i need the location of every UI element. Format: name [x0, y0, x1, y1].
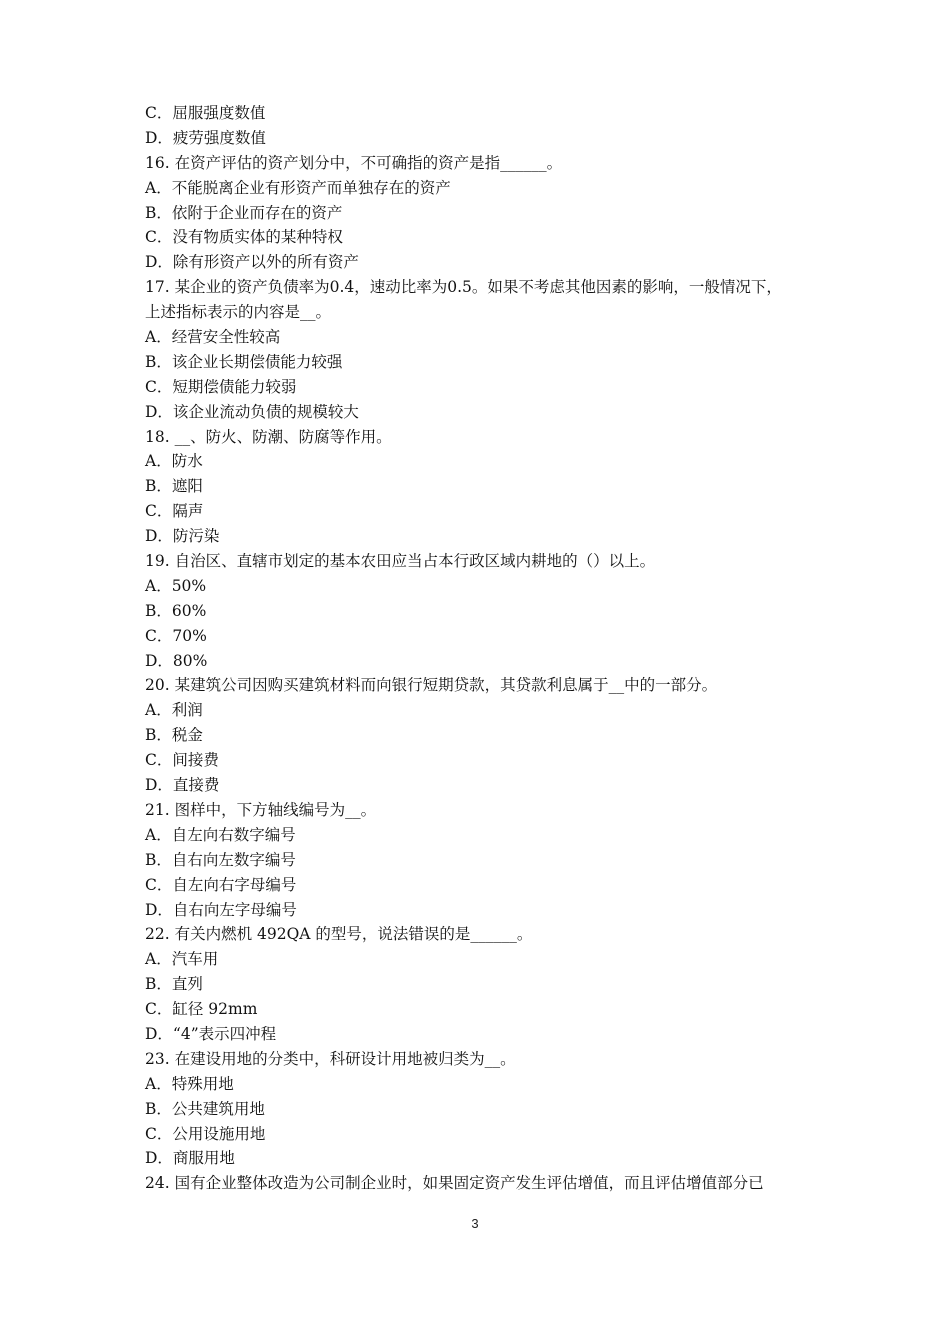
text-line: 上述指标表示的内容是__。	[145, 303, 332, 322]
text-line: A．利润	[145, 701, 203, 720]
text-line: C．缸径 92mm	[145, 1000, 258, 1019]
document-body	[145, 101, 825, 1196]
text-line: 17. 某企业的资产负债率为0.4，速动比率为0.5。如果不考虑其他因素的影响，一般情况下，	[145, 278, 782, 297]
text-line: A．自左向右数字编号	[145, 825, 296, 844]
text-line: B．该企业长期偿债能力较强	[145, 352, 343, 371]
text-line: D．除有形资产以外的所有资产	[145, 253, 359, 272]
page-number: 3	[471, 1216, 479, 1231]
text-line: D．直接费	[145, 776, 220, 795]
text-line: A．经营安全性较高	[145, 328, 281, 347]
text-line: A．50%	[145, 576, 207, 595]
text-line: C．公用设施用地	[145, 1124, 266, 1143]
text-line: A．汽车用	[145, 950, 219, 969]
text-line: A．不能脱离企业有形资产而单独存在的资产	[145, 178, 451, 197]
text-line: D．该企业流动负债的规模较大	[145, 402, 359, 421]
text-line: 19. 自治区、直辖市划定的基本农田应当占本行政区域内耕地的（）以上。	[145, 552, 656, 571]
text-line: B．自右向左数字编号	[145, 850, 296, 869]
text-line: A．防水	[145, 452, 203, 471]
text-line: B．税金	[145, 726, 203, 745]
text-line: C．自左向右字母编号	[145, 875, 297, 894]
text-line: C．70%	[145, 626, 207, 645]
text-line: 20. 某建筑公司因购买建筑材料而向银行短期贷款，其贷款利息属于__中的一部分。	[145, 676, 718, 695]
text-line: 24. 国有企业整体改造为公司制企业时，如果固定资产发生评估增值，而且评估增值部分已	[145, 1174, 764, 1193]
text-line: B．直列	[145, 975, 203, 994]
text-line: B．依附于企业而存在的资产	[145, 203, 343, 222]
text-line: 16. 在资产评估的资产划分中，不可确指的资产是指______。	[145, 153, 563, 172]
text-line: D．自右向左字母编号	[145, 900, 297, 919]
text-line: D．80%	[145, 651, 208, 670]
text-line: B．公共建筑用地	[145, 1099, 265, 1118]
text-line: 21. 图样中，下方轴线编号为__。	[145, 800, 377, 819]
text-line: C．隔声	[145, 502, 204, 521]
text-line: D．疲劳强度数值	[145, 128, 266, 147]
text-line: 22. 有关内燃机 492QA 的型号，说法错误的是______。	[145, 925, 533, 944]
text-line: A．特殊用地	[145, 1074, 234, 1093]
text-line: C．间接费	[145, 751, 219, 770]
text-line: B．60%	[145, 601, 207, 620]
text-line: D．“4”表示四冲程	[145, 1024, 277, 1043]
text-line: C．短期偿债能力较弱	[145, 377, 297, 396]
text-line: 23. 在建设用地的分类中，科研设计用地被归类为__。	[145, 1049, 516, 1068]
text-line: D．商服用地	[145, 1149, 235, 1168]
text-line: D．防污染	[145, 527, 220, 546]
text-line: C．屈服强度数值	[145, 104, 266, 122]
text-line: B．遮阳	[145, 477, 203, 496]
text-line: 18. __、防火、防潮、防腐等作用。	[145, 427, 392, 446]
text-line: C．没有物质实体的某种特权	[145, 228, 343, 247]
